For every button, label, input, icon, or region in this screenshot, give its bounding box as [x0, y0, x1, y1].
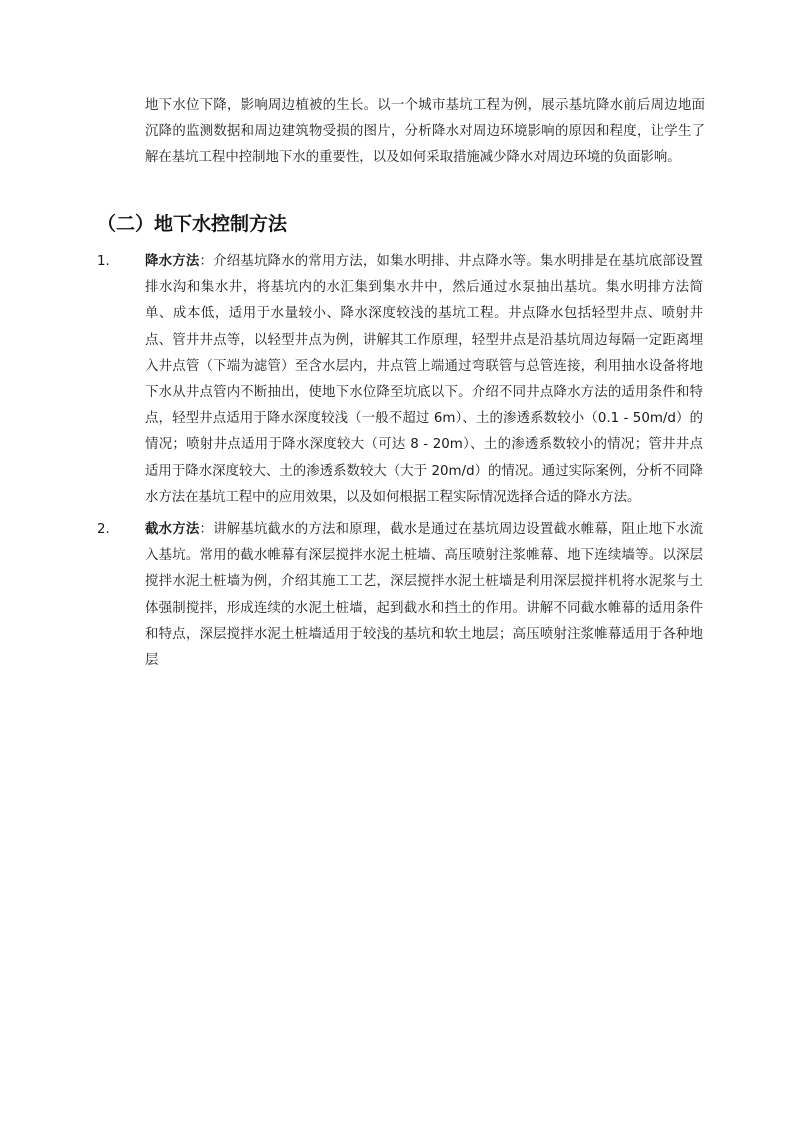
intro-paragraph: 地下水位下降，影响周边植被的生长。以一个城市基坑工程为例，展示基坑降水前后周边地面沉降的监测数据和周边建筑物受损的图片，分析降水对周边环境影响的原因和程度，让学生了解在基坑工程中控制地下水的重要性，以及如何采取措施减少降水对周边环境的负面影响。	[145, 98, 705, 166]
list-item	[97, 517, 709, 674]
list-item-term: 截水方法	[145, 522, 200, 537]
list-item-body	[145, 517, 703, 674]
section-heading: （二）地下水控制方法	[97, 213, 288, 235]
list-item-number: 1.	[97, 254, 110, 269]
list-item-number: 2.	[97, 522, 110, 537]
list-item-separator: ：	[199, 522, 214, 537]
list-item-body	[145, 249, 703, 511]
list-item	[97, 249, 709, 511]
list-item-text: 介绍基坑降水的常用方法，如集水明排、井点降水等。集水明排是在基坑底部设置排水沟和集水井，将基坑内的水汇集到集水井中，然后通过水泵抽出基坑。集水明排方法简单、成本低，适用于水量较小、降水深度较浅的基坑工程。井点降水包括轻型井点、喷射井点、管井井点等，以轻型井点为例，讲解其工作原理，轻型井点是沿基坑周边每隔一定距离埋入井点管（下端为滤管）至含水层内，井点管上端通过弯联管与总管连接，利用抽水设备将地下水从井点管内不断抽出，使地下水位降至坑底以下。介绍不同井点降水方法的适用条件和特点，轻型井点适用于降水深度较浅（一般不超过 6m）、土的渗透系数较小（0.1 - 50m/d）的情况；喷射井点适用于降水深度较大（可达 8 - 20m）、土的渗透系数较小的情况；管井井点适用于降水深度较大、土的渗透系数较大（大于 20m/d）的情况。通过实际案例，分析不同降水方法在基坑工程中的应用效果，以及如何根据工程实际情况选择合适的降水方法。	[145, 254, 704, 505]
list-item-text: 讲解基坑截水的方法和原理，截水是通过在基坑周边设置截水帷幕，阻止地下水流入基坑。常用的截水帷幕有深层搅拌水泥土桩墙、高压喷射注浆帷幕、地下连续墙等。以深层搅拌水泥土桩墙为例，介绍其施工工艺，深层搅拌水泥土桩墙是利用深层搅拌机将水泥浆与土体强制搅拌，形成连续的水泥土桩墙，起到截水和挡土的作用。讲解不同截水帷幕的适用条件和特点，深层搅拌水泥土桩墙适用于较浅的基坑和软土地层；高压喷射注浆帷幕适用于各种地层	[145, 522, 704, 669]
list-item-term: 降水方法	[145, 254, 200, 269]
list-item-separator: ：	[199, 254, 214, 269]
